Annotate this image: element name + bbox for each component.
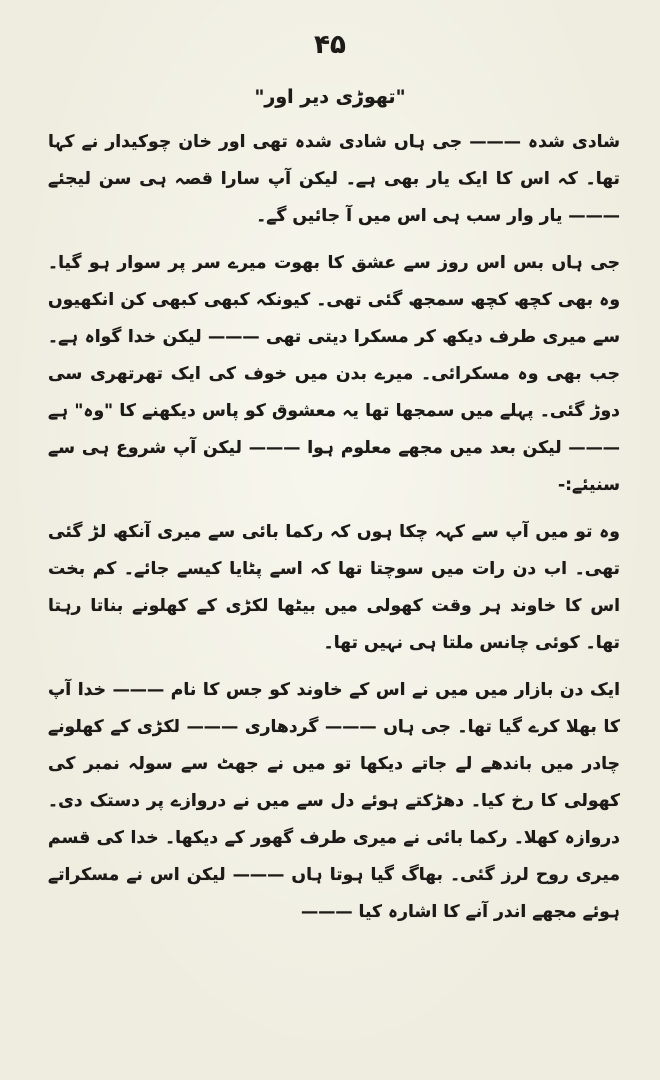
paragraph-4: ایک دن بازار میں میں نے اس کے خاوند کو جس کا نام ——— خدا آپ کا بھلا کرے گیا تھا۔ جی ہاں ——— گردھاری ——— لکڑی کے کھلونے چادر میں باندھے لے جاتے دیکھا تو میں نے جھٹ سے سولہ نمبر کی کھولی کا رخ کیا۔ دھڑکتے ہوئے دل سے میں نے دروازے پر دستک دی۔ دروازہ کھلا۔ رکما بائی نے میری طرف گھور کے دیکھا۔ خدا کی قسم میری روح لرز گئی۔ بھاگ گیا ہوتا ہاں ——— لیکن اس نے مسکراتے ہوئے مجھے اندر آنے کا اشارہ کیا ——— (48, 680, 620, 922)
page-number: ۴۵ (314, 30, 346, 60)
story-title: "تھوڑی دیر اور" (254, 86, 406, 108)
paragraph-3: وہ تو میں آپ سے کہہ چکا ہوں کہ رکما بائی سے میری آنکھ لڑ گئی تھی۔ اب دن رات میں سوچتا تھا کہ اسے پٹایا کیسے جائے۔ کم بخت اس کا خاوند ہر وقت کھولی میں بیٹھا لکڑی کے کھلونے بناتا رہتا تھا۔ کوئی چانس ملتا ہی نہیں تھا۔ (48, 522, 620, 653)
paragraph-1: شادی شدہ ——— جی ہاں شادی شدہ تھی اور خان چوکیدار نے کہا تھا۔ کہ اس کا ایک یار بھی ہے۔ لیکن آپ سارا قصہ ہی سن لیجئے ——— یار وار سب ہی اس میں آ جائیں گے۔ (48, 132, 620, 226)
paragraph-2: جی ہاں بس اس روز سے عشق کا بھوت میرے سر پر سوار ہو گیا۔ وہ بھی کچھ کچھ سمجھ گئی تھی۔ کیونکہ کبھی کبھی کن انکھیوں سے میری طرف دیکھ کر مسکرا دیتی تھی ——— لیکن خدا گواہ ہے۔ جب بھی وہ مسکرائی۔ میرے بدن میں خوف کی ایک تھرتھری سی دوڑ گئی۔ پہلے میں سمجھا تھا یہ معشوق کو پاس دیکھنے کا "وہ" ہے ——— لیکن بعد میں مجھے معلوم ہوا ——— لیکن آپ شروع ہی سے سنیئے:- (48, 253, 620, 495)
body-text (48, 124, 620, 941)
